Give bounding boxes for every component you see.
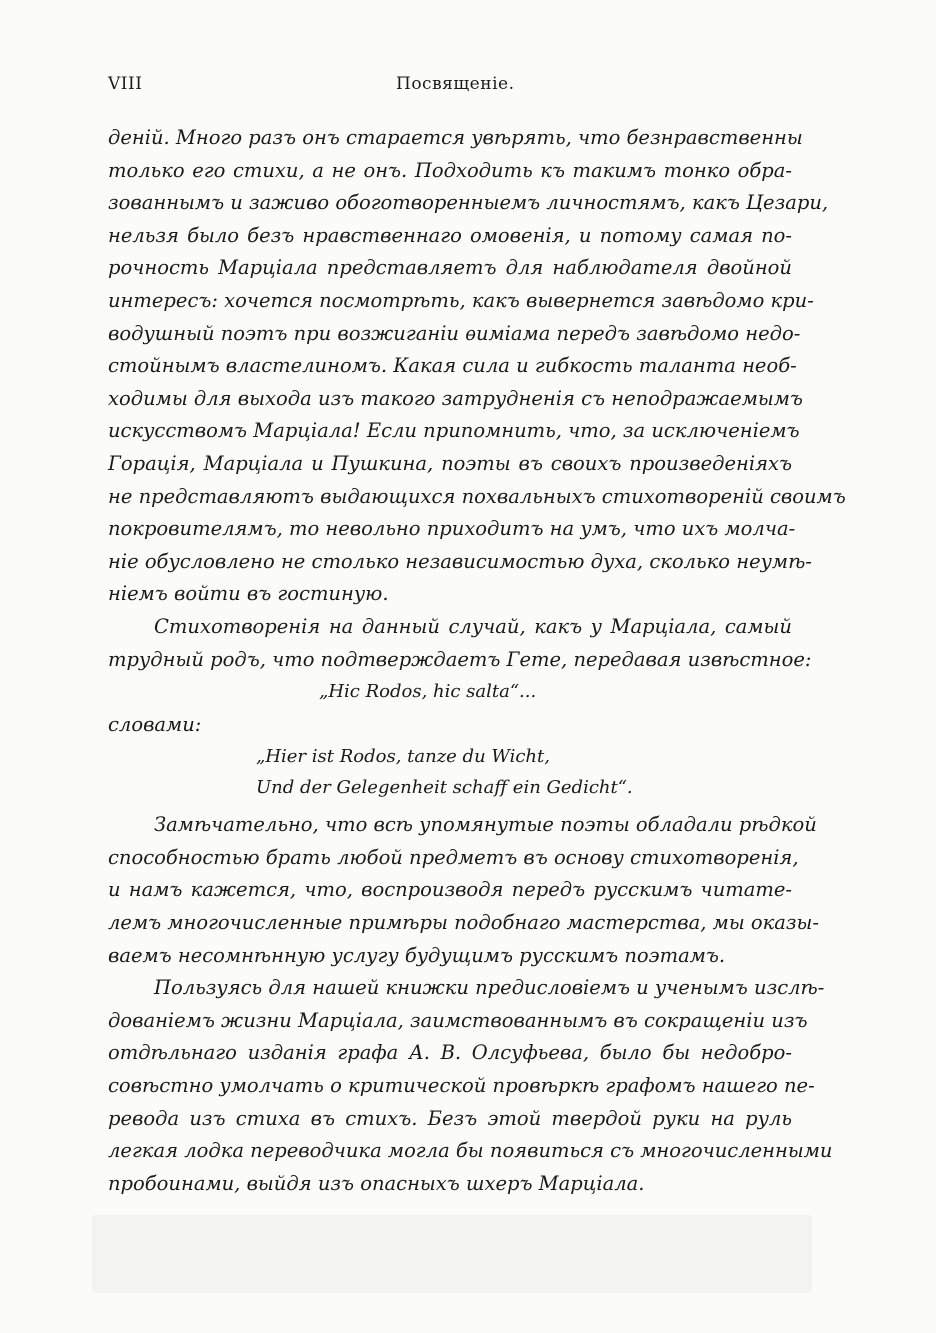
text-line: отдѣльнаго изданія графа А. В. Олсуфьева, было бы недобро- xyxy=(108,1041,792,1065)
running-head xyxy=(0,74,936,104)
text-line: только его стихи, а не онъ. Подходить къ такимъ тонко обра- xyxy=(108,158,792,182)
text-line: интересъ: хочется посмотрѣть, какъ вывернется завѣдомо кри- xyxy=(108,288,814,312)
section-title: Посвященіе. xyxy=(396,74,515,94)
text-line: ходимы для выхода изъ такого затрудненія съ неподражаемымъ xyxy=(108,386,803,410)
page-number: VIII xyxy=(108,74,143,94)
text-line: деній. Много разъ онъ старается увѣрять, что безнравственны xyxy=(108,126,803,149)
latin-quote: „Hic Rodos, hic salta“... xyxy=(319,681,537,703)
text-line: лемъ многочисленные примѣры подобнаго мастерства, мы оказы- xyxy=(108,911,820,935)
text-line: словами: xyxy=(108,712,202,736)
text-line: зованнымъ и заживо обоготворенныемъ личностямъ, какъ Цезари, xyxy=(108,191,829,215)
text-line: Замѣчательно, что всѣ упомянутые поэты обладали рѣдкой xyxy=(154,813,817,837)
text-line: стойнымъ властелиномъ. Какая сила и гибкость таланта необ- xyxy=(108,354,797,378)
text-line: совѣстно умолчать о критической провѣркѣ графомъ нашего пе- xyxy=(108,1074,815,1098)
scan-shadow xyxy=(92,1215,812,1293)
text-line: и намъ кажется, что, воспроизводя передъ русскимъ читате- xyxy=(108,878,792,902)
text-line: дованіемъ жизни Марціала, заимствованнымъ въ сокращеніи изъ xyxy=(108,1008,808,1032)
text-line: рочность Марціала представляетъ для наблюдателя двойной xyxy=(108,256,792,280)
text-line: водушный поэтъ при возжиганіи ѳиміама передъ завѣдомо недо- xyxy=(108,321,801,345)
text-line: легкая лодка переводчика могла бы появиться съ многочисленными xyxy=(108,1139,833,1163)
body-text xyxy=(108,122,846,1200)
text-line: искусствомъ Марціала! Если припомнить, что, за исключеніемъ xyxy=(108,419,800,443)
text-line: ніемъ войти въ гостиную. xyxy=(108,582,389,606)
text-line: ревода изъ стиха въ стихъ. Безъ этой твердой руки на руль xyxy=(108,1106,792,1130)
verse-line: „Hier ist Rodos, tanze du Wicht, xyxy=(256,746,550,768)
text-line: покровителямъ, то невольно приходитъ на умъ, что ихъ молча- xyxy=(108,517,796,541)
text-line: способностью брать любой предметъ въ основу стихотворенія, xyxy=(108,845,799,869)
text-line: ніе обусловлено не столько независимостью духа, сколько неумѣ- xyxy=(108,549,812,573)
verse-line: Und der Gelegenheit schaff ein Gedicht“. xyxy=(256,777,633,799)
text-line: нельзя было безъ нравственнаго омовенія, и потому самая по- xyxy=(108,223,792,247)
text-line: Горація, Марціала и Пушкина, поэты въ своихъ произведеніяхъ xyxy=(108,451,792,475)
text-line: не представляютъ выдающихся похвальныхъ стихотвореній своимъ xyxy=(108,484,846,508)
text-line: ваемъ несомнѣнную услугу будущимъ русскимъ поэтамъ. xyxy=(108,943,726,967)
text-line: пробоинами, выйдя изъ опасныхъ шхеръ Марціала. xyxy=(108,1171,645,1195)
text-line: Пользуясь для нашей книжки предисловіемъ и ученымъ изслѣ- xyxy=(154,976,825,1000)
text-line: трудный родъ, что подтверждаетъ Гете, передавая извѣстное: xyxy=(108,647,812,671)
text-line: Стихотворенія на данный случай, какъ у Марціала, самый xyxy=(154,614,792,638)
